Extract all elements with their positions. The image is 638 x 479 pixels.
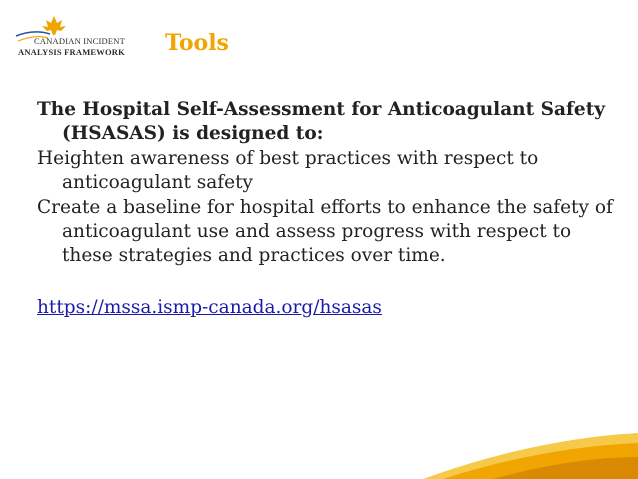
logo — [14, 14, 144, 60]
logo-text-line2: ANALYSIS FRAMEWORK — [18, 47, 125, 57]
slide-content — [37, 98, 622, 318]
slide-title: Tools — [165, 30, 229, 56]
bullet-point-2: Create a baseline for hospital efforts to enhance the safety of anticoagulant use and assess progress with respect to these strategies and practices over time. — [37, 197, 613, 266]
decorative-swoosh — [423, 429, 638, 479]
intro-paragraph: The Hospital Self-Assessment for Anticoagulant Safety (HSASAS) is designed to: — [37, 99, 605, 144]
hsasas-link[interactable]: https://mssa.ismp-canada.org/hsasas — [37, 297, 382, 318]
logo-text-line1: CANADIAN INCIDENT — [34, 36, 125, 46]
bullet-point-1: Heighten awareness of best practices with respect to anticoagulant safety — [37, 148, 539, 193]
